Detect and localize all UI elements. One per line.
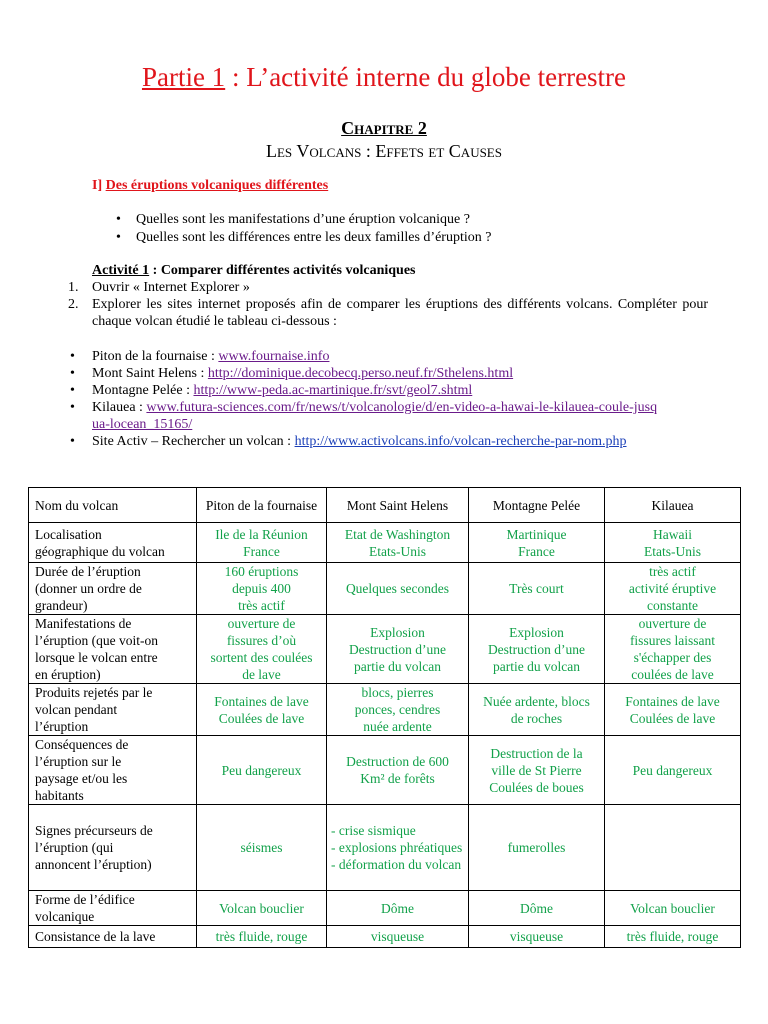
table-cell [469, 563, 605, 615]
activolcans-link[interactable]: http://www.activolcans.info/volcan-recherche-par-nom.php [294, 434, 627, 449]
table-header-cell: Montagne Pelée [469, 488, 605, 523]
cell-line: Etats-Unis [369, 543, 426, 559]
table-cell [197, 805, 327, 891]
table-header-cell: Piton de la fournaise [197, 488, 327, 523]
link-item: • Montagne Pelée : http://www-peda.ac-martinique.fr/svt/geol7.shtml [70, 383, 473, 398]
cell-line: nuée ardente [363, 719, 432, 734]
cell-line: Destruction d’une [487, 641, 586, 657]
cell-line: séismes [240, 840, 283, 855]
table-cell [197, 926, 327, 948]
section-number: I] [92, 178, 103, 193]
cell-line: France [518, 543, 555, 559]
cell-line: activité éruptive [628, 581, 717, 596]
cell-line: très fluide, rouge [626, 929, 719, 944]
cell-line: Hawaii [653, 526, 692, 542]
row-label [29, 926, 197, 948]
table-header-cell: Kilauea [605, 488, 741, 523]
row-label-line: l’éruption sur le [35, 754, 122, 769]
cell-line: Très court [509, 581, 564, 596]
sthelens-link[interactable]: http://dominique.decobecq.perso.neuf.fr/Sthelens.html [207, 366, 514, 381]
cell-line: Explosion [509, 624, 564, 640]
row-label [29, 736, 197, 805]
chapter-label: Chapitre 2 [341, 118, 427, 138]
cell-line: Ile de la Réunion [215, 526, 308, 542]
cell-line: coulées de lave [631, 667, 714, 682]
cell-line: Coulées de lave [218, 710, 305, 726]
row-label-line: lorsque le volcan entre [35, 650, 158, 665]
cell-line: Coulées de lave [629, 710, 716, 726]
cell-line: Volcan bouclier [219, 900, 304, 916]
table-cell [605, 563, 741, 615]
chapter-subtitle [0, 139, 768, 163]
row-label-line: l’éruption (que voit-on [35, 633, 158, 648]
table-cell [605, 736, 741, 805]
cell-line: Etats-Unis [644, 543, 701, 559]
table-cell [197, 563, 327, 615]
table-cell [197, 736, 327, 805]
precursor-item: - déformation du volcan [331, 857, 462, 872]
cell-line: ville de St Pierre [491, 762, 582, 778]
cell-line: ponces, cendres [354, 702, 441, 717]
cell-line: Dôme [381, 900, 414, 916]
precursor-list [331, 822, 464, 873]
row-label-line: volcanique [35, 909, 95, 924]
row-label [29, 563, 197, 615]
link-item: • Site Activ – Rechercher un volcan : http://www.activolcans.info/volcan-recherche-par-nom.php [70, 434, 627, 449]
cell-line: ouverture de [227, 616, 296, 631]
row-label [29, 684, 197, 736]
kilauea-link[interactable]: www.futura-sciences.com/fr/news/t/volcanologie/d/en-video-a-hawai-le-kilauea-coule-jusqua-locean_15165/ [92, 400, 658, 432]
title-rest: : L’activité interne du globe terrestre [225, 62, 627, 92]
table-cell [469, 805, 605, 891]
table-header-cell: Nom du volcan [29, 488, 197, 523]
cell-line: Fontaines de lave [625, 693, 720, 709]
chapter-heading [0, 117, 768, 139]
cell-line: visqueuse [370, 929, 425, 944]
page-title [0, 60, 768, 94]
cell-line: Destruction de la [490, 745, 583, 761]
cell-line: très actif [238, 598, 285, 613]
cell-line: constante [647, 598, 698, 613]
cell-line: très actif [649, 564, 696, 579]
table-cell [327, 523, 469, 563]
question-item: • Quelles sont les différences entre les deux familles d’éruption ? [116, 230, 492, 245]
activity-label: Activité 1 [92, 263, 150, 278]
cell-line: Destruction de 600 [346, 754, 449, 769]
cell-line: visqueuse [509, 929, 564, 944]
fournaise-link[interactable]: www.fournaise.info [218, 349, 330, 364]
cell-line: Quelques secondes [345, 581, 450, 596]
table-row [29, 523, 741, 563]
row-label-line: habitants [35, 788, 84, 803]
cell-line: fumerolles [507, 840, 566, 855]
cell-line: partie du volcan [493, 658, 580, 674]
row-label-line: Produits rejetés par le [35, 685, 153, 700]
table-cell [327, 926, 469, 948]
precursor-item: - crise sismique [331, 823, 416, 838]
table-cell [197, 891, 327, 926]
row-label-line: géographique du volcan [35, 543, 165, 559]
cell-line: Destruction d’une [348, 641, 447, 657]
cell-line: partie du volcan [354, 658, 441, 674]
row-label [29, 523, 197, 563]
table-cell [327, 615, 469, 684]
row-label-line: Conséquences de [35, 737, 129, 752]
table-cell [469, 926, 605, 948]
cell-line: blocs, pierres [361, 685, 434, 700]
cell-line: sortent des coulées [210, 650, 313, 665]
link-list [70, 348, 672, 450]
row-label-line: volcan pendant [35, 702, 118, 717]
row-label [29, 891, 197, 926]
row-label-line: Forme de l’édifice [35, 892, 135, 907]
row-label-line: Durée de l’éruption [35, 564, 141, 579]
row-label-line: l’éruption (qui [35, 840, 114, 855]
cell-line: ouverture de [638, 616, 707, 631]
row-label-line: (donner un ordre de [35, 581, 142, 596]
table-cell [469, 684, 605, 736]
table-cell [605, 523, 741, 563]
cell-line: 160 éruptions [224, 564, 299, 579]
row-label [29, 805, 197, 891]
row-label-line: grandeur) [35, 598, 88, 613]
cell-line: Nuée ardente, blocs [483, 693, 590, 709]
step-list [68, 279, 708, 330]
table-row [29, 736, 741, 805]
table-cell [605, 926, 741, 948]
cell-line: de roches [510, 710, 563, 726]
cell-line: fissures laissant [629, 633, 716, 648]
cell-line: Fontaines de lave [214, 693, 309, 709]
title-part: Partie 1 [141, 62, 226, 92]
table-header-cell: Mont Saint Helens [327, 488, 469, 523]
cell-line: Martinique [506, 526, 567, 542]
cell-line: de lave [242, 667, 281, 682]
step-item: 2. Explorer les sites internet proposés afin de comparer les éruptions des différents volcans. Compléter pour chaque volcan étudié le tableau ci-dessous : [68, 297, 708, 329]
table-cell [605, 891, 741, 926]
table-cell [197, 684, 327, 736]
cell-line: Peu dangereux [221, 762, 302, 778]
cell-line: Explosion [370, 624, 425, 640]
cell-line: Km² de forêts [360, 771, 435, 786]
table-row [29, 891, 741, 926]
row-label [29, 615, 197, 684]
row-label-line: en éruption) [35, 667, 101, 682]
table-row [29, 615, 741, 684]
section-heading [92, 178, 328, 194]
cell-line: Peu dangereux [632, 762, 713, 778]
pelee-link[interactable]: http://www-peda.ac-martinique.fr/svt/geol7.shtml [193, 383, 473, 398]
link-item: • Mont Saint Helens : http://dominique.decobecq.perso.neuf.fr/Sthelens.html [70, 366, 514, 381]
link-item: • Kilauea : www.futura-sciences.com/fr/news/t/volcanologie/d/en-video-a-hawai-le-kilauea-coule-jusqua-locean_15165/ [70, 400, 658, 432]
cell-line: depuis 400 [232, 581, 291, 596]
section-title: Des éruptions volcaniques différentes [105, 178, 329, 193]
link-item: • Piton de la fournaise : www.fournaise.info [70, 349, 330, 364]
table-row [29, 805, 741, 891]
table-header-row [29, 488, 741, 523]
table-cell [605, 805, 741, 891]
cell-line: très fluide, rouge [215, 929, 308, 944]
table-cell [327, 891, 469, 926]
table-row [29, 563, 741, 615]
cell-line: Etat de Washington [344, 526, 451, 542]
row-label-line: Localisation [35, 526, 102, 542]
table-cell [197, 615, 327, 684]
cell-line: s'échapper des [633, 650, 712, 665]
table-cell [469, 615, 605, 684]
chapter-subtitle-text: Les Volcans : Effets et Causes [266, 141, 502, 161]
table-cell [605, 615, 741, 684]
table-row [29, 684, 741, 736]
cell-line: Coulées de boues [489, 779, 584, 795]
table-cell [327, 736, 469, 805]
activity-heading [92, 263, 416, 279]
table-cell [197, 523, 327, 563]
step-item: 1. Ouvrir « Internet Explorer » [68, 280, 250, 295]
table-cell [469, 523, 605, 563]
cell-line: France [243, 543, 280, 559]
table-cell [469, 736, 605, 805]
table-cell [605, 684, 741, 736]
cell-line: fissures d’où [226, 633, 297, 648]
row-label-line: paysage et/ou les [35, 771, 128, 786]
row-label-line: Manifestations de [35, 616, 132, 631]
question-item: • Quelles sont les manifestations d’une éruption volcanique ? [116, 212, 470, 227]
row-label-line: Signes précurseurs de [35, 823, 153, 838]
volcano-comparison-table [28, 487, 741, 948]
table-cell [327, 805, 469, 891]
row-label-line: annoncent l’éruption) [35, 857, 152, 872]
precursor-item: - explosions phréatiques [331, 840, 463, 855]
activity-title: : Comparer différentes activités volcaniques [149, 263, 416, 278]
table-cell [469, 891, 605, 926]
cell-line: Volcan bouclier [630, 900, 715, 916]
table-cell [327, 563, 469, 615]
table-row [29, 926, 741, 948]
row-label-line: Consistance de la lave [35, 929, 156, 944]
row-label-line: l’éruption [35, 719, 89, 734]
table-cell [327, 684, 469, 736]
cell-line: Dôme [520, 900, 553, 916]
